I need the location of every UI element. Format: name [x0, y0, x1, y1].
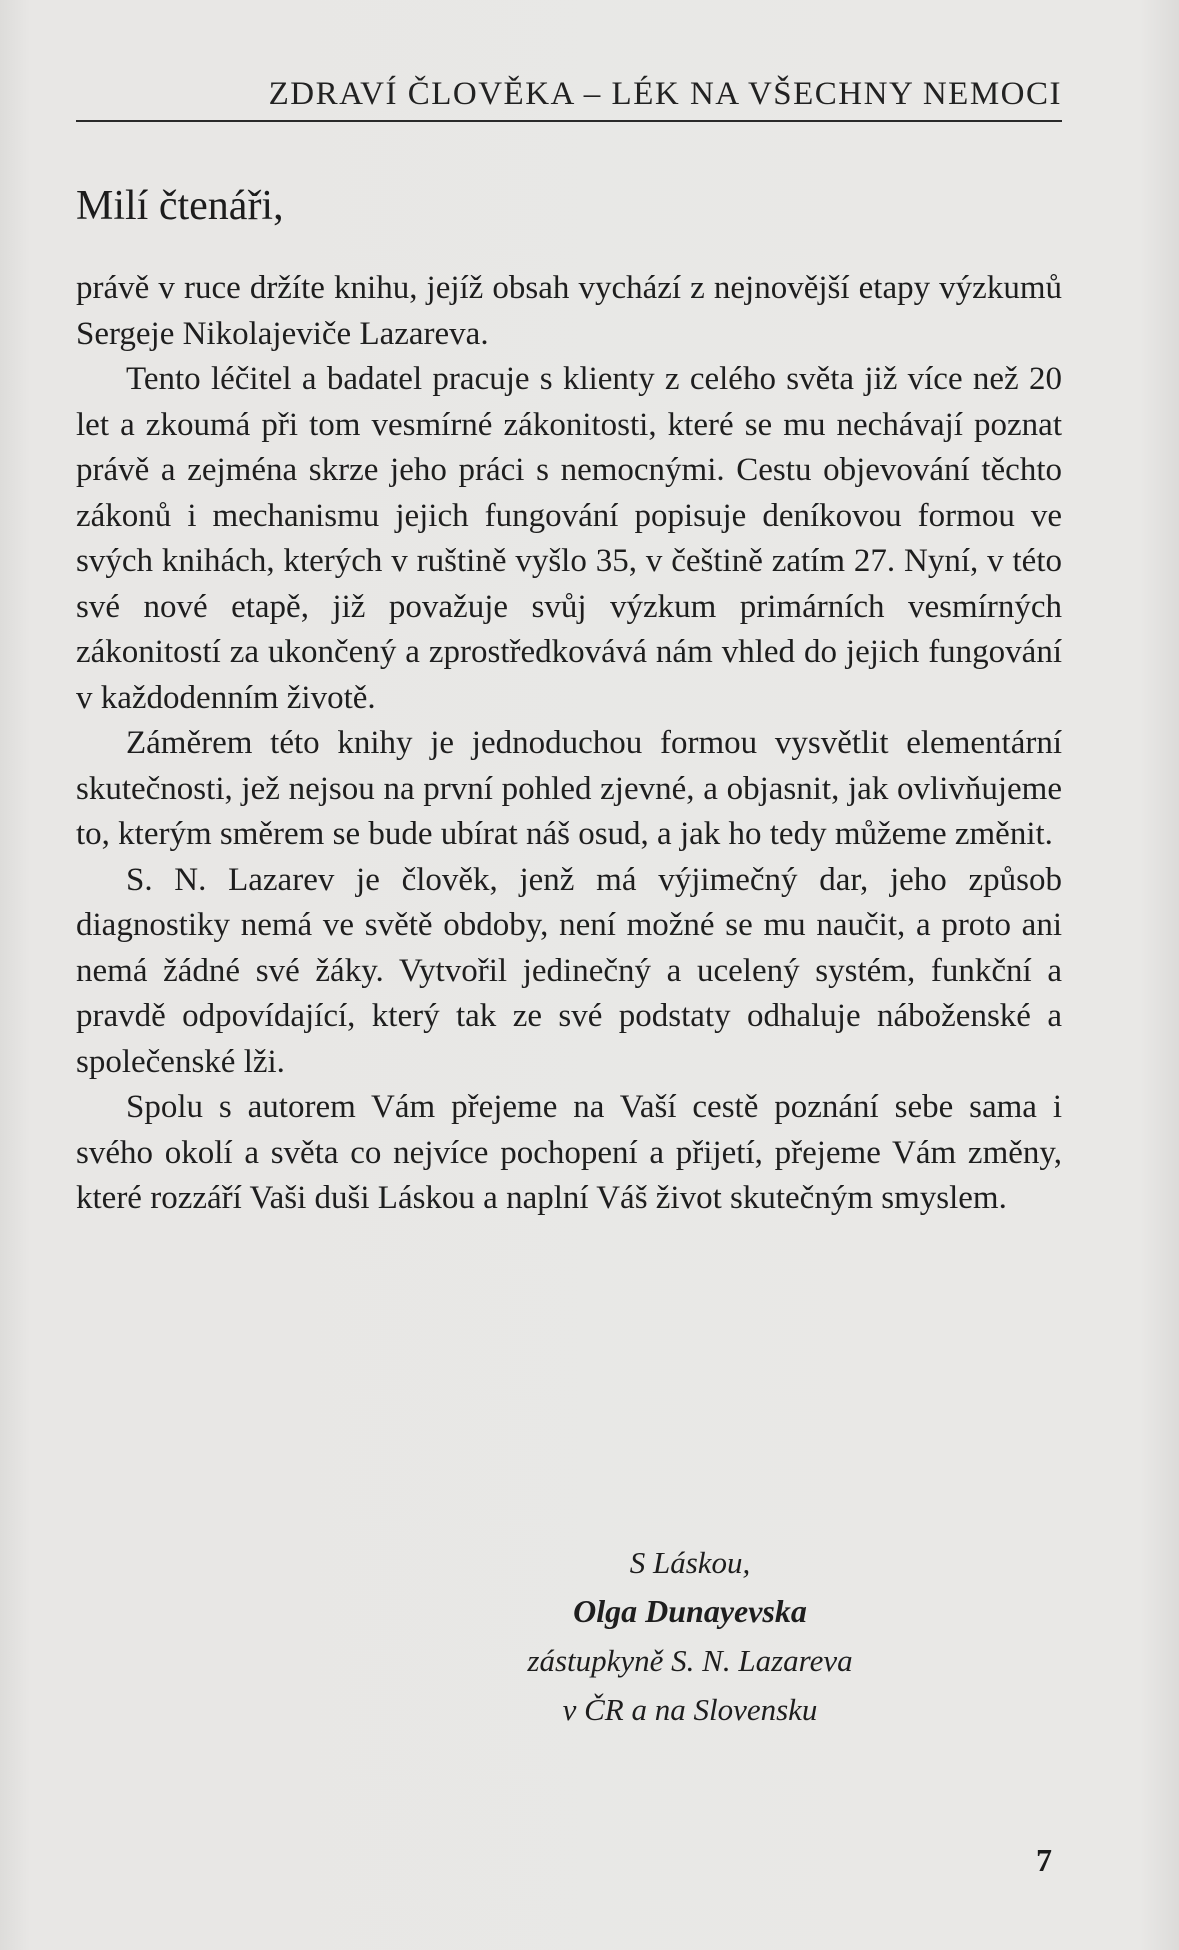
signature-name: Olga Dunayevska [573, 1593, 807, 1629]
signature-region: v ČR a na Slovensku [562, 1692, 818, 1727]
paragraph-wishes: Spolu s autorem Vám přejeme na Vaší cestě poznání sebe sama i svého okolí a světa co nejvíce pochopení a přijetí, přejeme Vám změny, které rozzáří Vaši duši Láskou a naplní Váš život skutečným smyslem. [76, 1089, 1062, 1216]
signature-role: zástupkyně S. N. Lazareva [527, 1643, 853, 1678]
signature-closing: S Láskou, [629, 1545, 751, 1580]
paragraph-opening: právě v ruce držíte knihu, jejíž obsah vychází z nejnovější etapy výzkumů Sergeje Nikolajeviče Lazareva. [76, 270, 1062, 352]
paragraph-author-intro: Tento léčitel a badatel pracuje s klienty z celého světa již více než 20 let a zkoumá při tom vesmírné zákonitosti, které se mu nechávají poznat právě a zejména skrze jeho práci s nemocnými. Cestu objevování těchto zákonů i mechanismu jejich fungování popisuje deníkovou formou ve svých knihách, kterých v ruštině vyšlo 35, v češtině zatím 27. Nyní, v této své nové etapě, již považuje svůj výzkum primárních vesmírných zákonitostí za ukončený a zprostředkovává nám vhled do jejich fungování v každodenním životě. [76, 361, 1062, 716]
salutation: Milí čtenáři, [76, 183, 284, 229]
signature-block [430, 1538, 950, 1734]
paragraph-book-purpose: Záměrem této knihy je jednoduchou formou vysvětlit elementární skutečnosti, jež nejsou na první pohled zjevné, a objasnit, jak ovlivňujeme to, kterým směrem se bude ubírat náš osud, a jak ho tedy můžeme změnit. [76, 725, 1062, 852]
page-number: 7 [1036, 1842, 1052, 1878]
paragraph-author-gift: S. N. Lazarev je člověk, jenž má výjimečný dar, jeho způsob diagnostiky nemá ve světě obdoby, není možné se mu naučit, a proto ani nemá žádné své žáky. Vytvořil jedinečný a ucelený systém, funkční a pravdě odpovídající, který tak ze své podstaty odhaluje náboženské a společenské lži. [76, 861, 1062, 1080]
body-text [76, 266, 1062, 1222]
running-header: ZDRAVÍ ČLOVĚKA – LÉK NA VŠECHNY NEMOCI [268, 76, 1062, 112]
header-rule [76, 120, 1062, 122]
